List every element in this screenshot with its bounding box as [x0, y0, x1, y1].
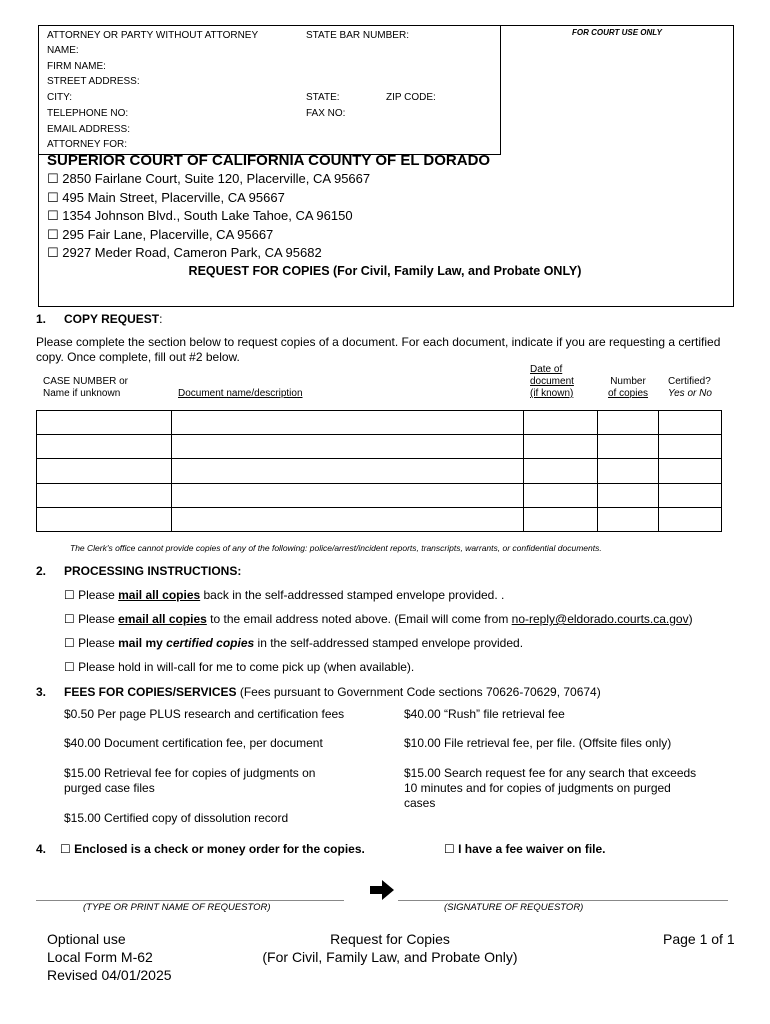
fee-right-3: $15.00 Search request fee for any search that exceeds 10 minutes and for copies of judgments on purged cases — [404, 766, 697, 810]
document-name-cell[interactable] — [171, 434, 524, 459]
court-address-option[interactable]: ☐ 295 Fair Lane, Placerville, CA 95667 — [47, 226, 274, 242]
opt3-pre: ☐ Please — [64, 636, 119, 650]
col-date-header — [530, 364, 574, 400]
processing-option-mail[interactable] — [64, 588, 504, 603]
opt3-post: in the self-addressed stamped envelope provided. — [254, 636, 524, 650]
number-of-copies-cell[interactable] — [597, 507, 659, 532]
certified-cell[interactable] — [658, 507, 722, 532]
name-caption: (TYPE OR PRINT NAME OF REQUESTOR) — [83, 902, 271, 913]
document-date-cell[interactable] — [523, 434, 598, 459]
footer-center — [240, 930, 540, 966]
section4-number: 4. — [36, 842, 47, 856]
fee-right-1: $40.00 “Rush” file retrieval fee — [404, 707, 565, 721]
certified-cell[interactable] — [658, 410, 722, 435]
col-doc-header: Document name/description — [178, 388, 303, 399]
state-bar-label: STATE BAR NUMBER: — [306, 30, 409, 41]
case-number-cell[interactable] — [36, 458, 172, 483]
number-of-copies-cell[interactable] — [597, 483, 659, 508]
opt2-pre: ☐ Please — [64, 612, 119, 626]
footer-form-title: Request for Copies — [330, 931, 450, 947]
fee-waiver-option[interactable]: ☐ I have a fee waiver on file. — [444, 842, 606, 856]
opt2-post: ) — [688, 612, 693, 626]
fee-left-3: $15.00 Retrieval fee for copies of judgments on purged case files — [64, 766, 316, 795]
requestor-signature-line[interactable] — [398, 900, 728, 901]
opt1-bold: mail all copies — [118, 588, 201, 602]
processing-option-willcall[interactable]: ☐ Please hold in will-call for me to come pick up (when available). — [64, 660, 415, 674]
number-of-copies-cell[interactable] — [597, 458, 659, 483]
document-name-cell[interactable] — [171, 483, 524, 508]
clerk-notice: The Clerk's office cannot provide copies of any of the following: police/arrest/incident reports, transcripts, warrants, or confidential documents. — [70, 543, 602, 553]
section1-title: COPY REQUEST — [64, 312, 160, 326]
section1-colon: : — [159, 312, 163, 326]
court-address-option[interactable]: ☐ 2850 Fairlane Court, Suite 120, Placerville, CA 95667 — [47, 171, 371, 186]
certified-cell[interactable] — [658, 458, 722, 483]
footer-form-subtitle: (For Civil, Family Law, and Probate Only) — [262, 949, 518, 965]
firm-label: FIRM NAME: — [47, 61, 106, 72]
opt3-bold: mail my — [118, 636, 167, 650]
document-date-cell[interactable] — [523, 458, 598, 483]
fee-left-4: $15.00 Certified copy of dissolution record — [64, 811, 289, 825]
state-label: STATE: — [306, 92, 340, 103]
fee-left-1: $0.50 Per page PLUS research and certification fees — [64, 707, 345, 721]
section3-title: FEES FOR COPIES/SERVICES — [64, 685, 237, 699]
case-number-cell[interactable] — [36, 434, 172, 459]
opt2-bold: email all copies — [118, 612, 207, 626]
document-date-cell[interactable] — [523, 483, 598, 508]
footer-left — [47, 930, 172, 984]
number-of-copies-cell[interactable] — [597, 434, 659, 459]
document-name-cell[interactable] — [171, 458, 524, 483]
col-date-line1: Date of — [530, 364, 563, 375]
arrow-right-icon — [370, 880, 394, 905]
court-address-option[interactable]: ☐ 2927 Meder Road, Cameron Park, CA 95682 — [47, 245, 322, 260]
court-email-link[interactable]: no-reply@eldorado.courts.ca.gov — [511, 612, 689, 626]
col-cert-line1: Certified? — [668, 376, 711, 387]
section3-subtitle: (Fees pursuant to Government Code sections 70626-70629, 70674) — [236, 685, 601, 699]
court-use-label: FOR COURT USE ONLY — [572, 28, 662, 37]
col-num-line1: Number — [610, 376, 646, 387]
certified-cell[interactable] — [658, 483, 722, 508]
case-number-cell[interactable] — [36, 507, 172, 532]
section1-number: 1. — [36, 312, 47, 326]
opt1-post: back in the self-addressed stamped envelope provided. . — [200, 588, 505, 602]
requestor-name-line[interactable] — [36, 900, 344, 901]
court-address-option[interactable]: ☐ 495 Main Street, Placerville, CA 95667 — [47, 189, 285, 205]
col-num-line2: of copies — [607, 388, 649, 399]
opt1-pre: ☐ Please — [64, 588, 119, 602]
section3-number: 3. — [36, 685, 47, 699]
footer-form-number: Local Form M-62 — [47, 949, 153, 965]
footer-page: Page 1 of 1 — [663, 931, 735, 947]
opt3-bold-italic: certified copies — [166, 636, 255, 650]
section2-number: 2. — [36, 564, 47, 578]
fee-left-2: $40.00 Document certification fee, per document — [64, 736, 323, 750]
col-cert-line2: Yes or No — [668, 388, 712, 399]
section2-title: PROCESSING INSTRUCTIONS: — [64, 564, 242, 578]
zip-label: ZIP CODE: — [386, 92, 436, 103]
col-case-line1: CASE NUMBER or — [43, 376, 129, 387]
document-date-cell[interactable] — [523, 507, 598, 532]
certified-cell[interactable] — [658, 434, 722, 459]
processing-option-email[interactable] — [64, 612, 693, 627]
attorney-label: ATTORNEY OR PARTY WITHOUT ATTORNEY — [47, 30, 259, 41]
section3-heading — [64, 685, 601, 700]
number-of-copies-cell[interactable] — [597, 410, 659, 435]
check-enclosed-option[interactable]: ☐ Enclosed is a check or money order for the copies. — [60, 842, 365, 856]
document-name-cell[interactable] — [171, 507, 524, 532]
court-address-list — [47, 170, 370, 263]
opt2-mid: to the email address noted above. (Email will come from — [206, 612, 512, 626]
col-cert-header — [668, 376, 712, 400]
telephone-label: TELEPHONE NO: — [47, 108, 129, 119]
form-title: REQUEST FOR COPIES (For Civil, Family Law, and Probate ONLY) — [188, 264, 582, 278]
document-date-cell[interactable] — [523, 410, 598, 435]
footer-optional-use: Optional use — [47, 931, 126, 947]
processing-option-certified[interactable] — [64, 636, 523, 651]
court-title: SUPERIOR COURT OF CALIFORNIA COUNTY OF EL DORADO — [47, 152, 491, 169]
city-label: CITY: — [47, 92, 73, 103]
case-number-cell[interactable] — [36, 410, 172, 435]
signature-caption: (SIGNATURE OF REQUESTOR) — [444, 902, 584, 913]
fee-right-2: $10.00 File retrieval fee, per file. (Offsite files only) — [404, 736, 672, 750]
email-label: EMAIL ADDRESS: — [47, 124, 130, 135]
name-label: NAME: — [47, 45, 79, 56]
court-address-option[interactable]: ☐ 1354 Johnson Blvd., South Lake Tahoe, CA 96150 — [47, 208, 353, 223]
document-name-cell[interactable] — [171, 410, 524, 435]
col-date-line2: document — [530, 376, 574, 387]
footer-revised: Revised 04/01/2025 — [47, 967, 172, 983]
street-label: STREET ADDRESS: — [47, 76, 140, 87]
col-date-line3: (if known) — [530, 388, 574, 399]
section1-heading — [64, 312, 162, 327]
section1-intro: Please complete the section below to request copies of a document. For each document, indicate if you are requesting a certified copy. Once complete, fill out #2 below. — [36, 335, 721, 364]
col-case-header — [43, 376, 128, 400]
court-use-divider — [500, 25, 501, 154]
col-case-line2: Name if unknown — [43, 388, 121, 399]
case-number-cell[interactable] — [36, 483, 172, 508]
attorney-for-label: ATTORNEY FOR: — [47, 139, 128, 150]
col-num-header — [607, 376, 649, 400]
fax-label: FAX NO: — [306, 108, 346, 119]
